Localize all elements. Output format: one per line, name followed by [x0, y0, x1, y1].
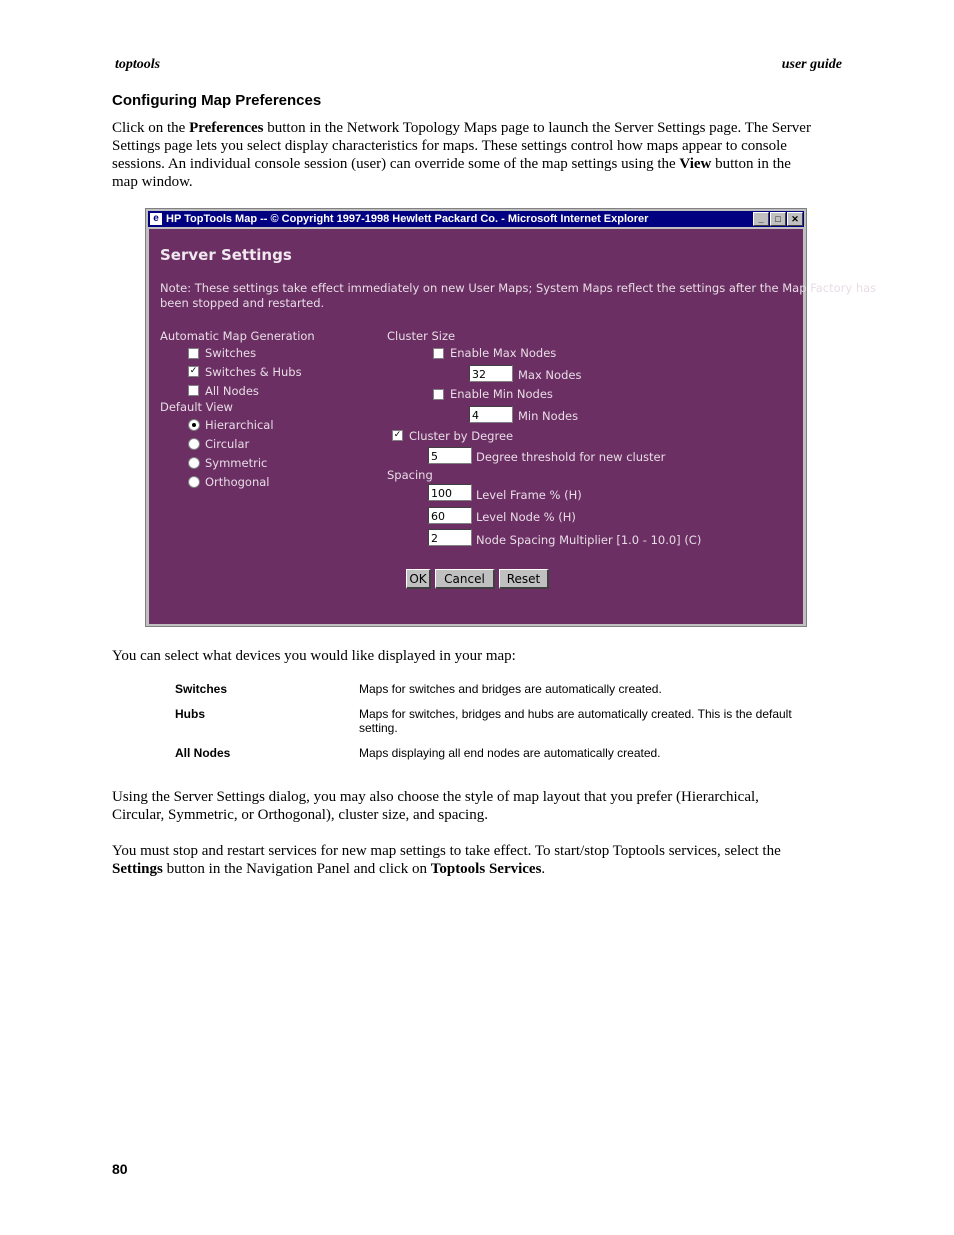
ok-button[interactable]: OK	[406, 569, 431, 589]
section-title: Configuring Map Preferences	[112, 92, 322, 109]
device-desc-cont: setting.	[359, 721, 398, 735]
device-desc: Maps displaying all end nodes are automatically created.	[359, 746, 661, 760]
enable-min-nodes-label: Enable Min Nodes	[450, 387, 553, 401]
device-desc: Maps for switches and bridges are automatically created.	[359, 682, 662, 696]
cancel-button[interactable]: Cancel	[435, 569, 495, 589]
degree-threshold-label: Degree threshold for new cluster	[476, 450, 666, 464]
level-frame-label: Level Frame % (H)	[476, 488, 582, 502]
window-titlebar	[148, 211, 804, 227]
enable-max-nodes-label: Enable Max Nodes	[450, 346, 557, 360]
min-nodes-input[interactable]: 4	[469, 406, 513, 423]
node-spacing-input[interactable]: 2	[428, 529, 472, 546]
intro-paragraph: Click on the Preferences button in the Network Topology Maps page to launch the Server Settings page. The Server Settings page lets you select display characteristics for maps. These settings control how maps appear to console sessions. An individual console session (user) can override some of the map settings using the View button in the map window.	[112, 120, 811, 190]
orthogonal-radio[interactable]	[188, 476, 200, 488]
symmetric-label: Symmetric	[205, 456, 268, 470]
hierarchical-label: Hierarchical	[205, 418, 274, 432]
server-settings-content	[149, 229, 877, 624]
note-line-2: been stopped and restarted.	[160, 296, 325, 310]
device-desc: Maps for switches, bridges and hubs are automatically created. This is the default	[359, 707, 792, 721]
hierarchical-radio[interactable]	[188, 419, 200, 431]
running-header-title: toptools	[115, 57, 161, 72]
switches-hubs-checkbox[interactable]: ✓	[189, 366, 198, 376]
devices-intro: You can select what devices you would like displayed in your map:	[112, 648, 516, 664]
layout-paragraph: Using the Server Settings dialog, you may also choose the style of map layout that you prefer (Hierarchical, Circular, Symmetric, or Orthogonal), cluster size, and spacing.	[112, 789, 759, 823]
all-nodes-checkbox[interactable]	[188, 385, 199, 396]
cluster-by-degree-checkbox[interactable]: ✓	[393, 430, 402, 440]
close-button[interactable]: ✕	[787, 212, 803, 226]
server-settings-window	[145, 208, 877, 627]
device-term: Hubs	[175, 707, 205, 721]
circular-label: Circular	[205, 437, 250, 451]
page-number: 80	[112, 1161, 128, 1177]
reset-button[interactable]: Reset	[499, 569, 549, 589]
switches-label: Switches	[205, 346, 257, 360]
device-term: All Nodes	[175, 746, 231, 760]
maximize-button[interactable]: □	[770, 212, 786, 226]
level-node-input[interactable]: 60	[428, 507, 472, 524]
max-nodes-label: Max Nodes	[518, 368, 582, 382]
server-settings-heading: Server Settings	[160, 246, 292, 264]
cluster-size-label: Cluster Size	[387, 329, 456, 343]
minimize-button[interactable]: _	[753, 212, 769, 226]
running-header-guide: user guide	[781, 57, 842, 72]
max-nodes-input[interactable]: 32	[469, 365, 513, 382]
window-title: HP TopTools Map -- © Copyright 1997-1998 Hewlett Packard Co. - Microsoft Internet Explorer	[166, 213, 649, 225]
auto-map-generation-label: Automatic Map Generation	[160, 329, 315, 343]
level-frame-input[interactable]: 100	[428, 484, 472, 501]
degree-threshold-input[interactable]: 5	[428, 447, 472, 464]
cluster-by-degree-label: Cluster by Degree	[409, 429, 514, 443]
node-spacing-label: Node Spacing Multiplier [1.0 - 10.0] (C)	[476, 533, 702, 547]
orthogonal-label: Orthogonal	[205, 475, 270, 489]
window-controls	[752, 212, 803, 227]
circular-radio[interactable]	[188, 438, 200, 450]
note-line-1: Note: These settings take effect immediately on new User Maps; System Maps reflect the settings after the Map Factory has	[160, 281, 877, 295]
switches-hubs-label: Switches & Hubs	[205, 365, 302, 379]
all-nodes-label: All Nodes	[205, 384, 259, 398]
enable-max-nodes-checkbox[interactable]	[433, 348, 444, 359]
enable-min-nodes-checkbox[interactable]	[433, 389, 444, 400]
device-term: Switches	[175, 682, 228, 696]
switches-checkbox[interactable]	[188, 348, 199, 359]
symmetric-radio[interactable]	[188, 457, 200, 469]
min-nodes-label: Min Nodes	[518, 409, 579, 423]
spacing-label: Spacing	[387, 468, 433, 482]
default-view-label: Default View	[160, 400, 233, 414]
restart-paragraph: You must stop and restart services for new map settings to take effect. To start/stop Toptools services, select the Settings button in the Navigation Panel and click on Toptools Services.	[112, 843, 781, 877]
ie-icon: e	[150, 213, 162, 225]
level-node-label: Level Node % (H)	[476, 510, 576, 524]
